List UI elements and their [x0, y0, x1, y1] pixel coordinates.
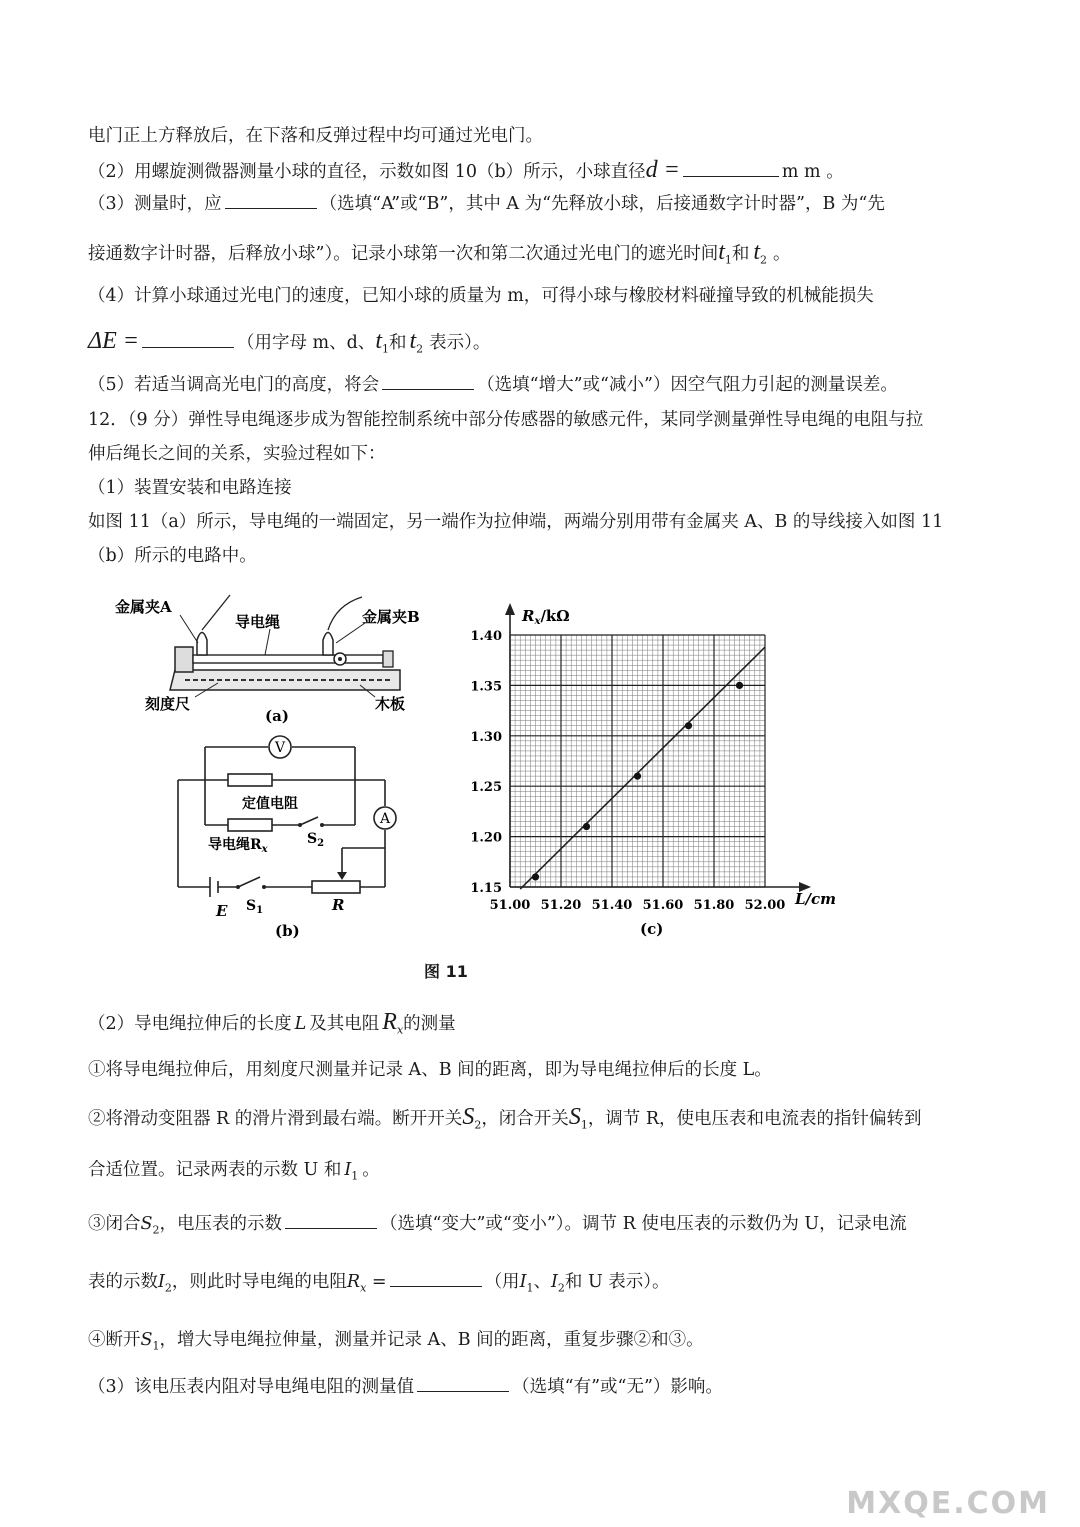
y-tick-label: 1.40 — [470, 629, 502, 644]
q12-step-2-cont: 合适位置。记录两表的示数 U 和 $I_1$ 。 — [88, 1160, 380, 1183]
x-tick-label: 51.00 — [489, 898, 531, 913]
x-tick-label: 52.00 — [744, 898, 786, 913]
q12-step-3: ③闭合$S_2$，电压表的示数 （选填“变大”或“变小”）。调节 R 使电压表的示数仍为 U，记录电流 — [88, 1214, 907, 1237]
q11-part-5: （5）若适当调高光电门的高度，将会 （选填“增大”或“减小”）因空气阻力引起的测量误差。 — [88, 375, 898, 395]
q11-part-4: （4）计算小球通过光电门的速度，已知小球的质量为 m，可得小球与橡胶材料碰撞导致的机械能损失 — [88, 286, 874, 306]
y-tick-label: 1.15 — [470, 881, 502, 896]
y-tick-label: 1.25 — [470, 780, 502, 796]
label-clip-b: 金属夹B — [362, 608, 420, 626]
figure-11a-apparatus — [100, 585, 440, 730]
q11-part-4-cont: ΔE = （用字母 m、d、$t_1$和 $t_2$ 表示）。 — [88, 328, 491, 356]
clip-b — [323, 633, 333, 656]
svg-text:V: V — [275, 740, 286, 756]
q12-step-4: ④断开$S_1$，增大导电绳拉伸量，测量并记录 A、B 间的距离，重复步骤②和③。 — [88, 1330, 704, 1353]
label-fixed-resistor: 定值电阻 — [242, 796, 298, 812]
q11-line-1: 电门正上方释放后，在下落和反弹过程中均可通过光电门。 — [88, 126, 543, 146]
q12-section-1-text-1: 如图 11（a）所示，导电绳的一端固定，另一端作为拉伸端，两端分别用带有金属夹 A、B 的导线接入如图 11 — [88, 512, 944, 532]
x-tick-label: 51.80 — [693, 898, 735, 913]
q12-intro-1: 12．（9 分）弹性导电绳逐步成为智能控制系统中部分传感器的敏感元件，某同学测量弹性导电绳的电阻与拉 — [88, 410, 924, 430]
y-tick-label: 1.30 — [470, 729, 502, 745]
label-board: 木板 — [375, 695, 406, 713]
svg-text:A: A — [380, 811, 391, 827]
q12-step-2: ②将滑动变阻器 R 的滑片滑到最右端。断开开关$S_2$，闭合开关$S_1$，调节 R，使电压表和电流表的指针偏转到 — [88, 1104, 922, 1132]
y-axis-label: $R_x/k\Omega$ — [522, 607, 570, 627]
conductive-rope — [193, 655, 383, 663]
fixed-resistor-icon — [228, 774, 272, 786]
q11-part-3: （3）测量时，应 （选填“A”或“B”，其中 A 为“先释放小球，后接通数字计时器”，B 为“先 — [88, 194, 885, 214]
label-r: R — [332, 896, 345, 914]
answer-blank-order[interactable] — [225, 192, 317, 209]
label-fig-c: (c) — [640, 920, 664, 938]
label-clip-a: 金属夹A — [115, 598, 172, 616]
data-point — [736, 682, 743, 689]
answer-blank-influence[interactable] — [417, 1375, 509, 1392]
q11-part-3-cont: 接通数字计时器，后释放小球”）。记录小球第一次和第二次通过光电门的遮光时间$t_1$和 $t_2$ 。 — [88, 239, 791, 267]
y-tick-label: 1.20 — [470, 830, 502, 846]
answer-blank-voltmeter[interactable] — [285, 1212, 377, 1229]
label-e: E — [216, 902, 228, 920]
answer-blank-rx[interactable] — [390, 1270, 482, 1287]
figure-caption: 图 11 — [424, 962, 468, 981]
figure-11b-circuit — [160, 730, 420, 945]
q11-part-2: （2）用螺旋测微器测量小球的直径，示数如图 10（b）所示，小球直径d = m m 。 — [88, 157, 844, 183]
data-point — [532, 873, 539, 880]
q12-step-1: ①将导电绳拉伸后，用刻度尺测量并记录 A、B 间的距离，即为导电绳拉伸后的长度 L。 — [88, 1060, 772, 1080]
label-fig-b: (b) — [275, 922, 300, 940]
data-point — [634, 773, 641, 780]
fixed-post — [175, 647, 193, 672]
rheostat-icon — [312, 881, 360, 893]
q12-section-1: （1）装置安装和电路连接 — [88, 478, 292, 498]
rope-resistor-icon — [228, 819, 272, 831]
y-axis-arrow — [505, 603, 515, 615]
watermark: MXQE.COM — [846, 1486, 1050, 1521]
label-ruler: 刻度尺 — [145, 695, 191, 713]
x-axis-label: L/cm — [795, 890, 837, 908]
data-point — [685, 722, 692, 729]
clip-a — [197, 633, 207, 656]
q12-section-2: （2）导电绳拉伸后的长度 L 及其电阻 $R_x$的测量 — [88, 1009, 456, 1037]
y-tick-label: 1.35 — [470, 679, 502, 695]
data-point — [583, 823, 590, 830]
x-tick-label: 51.20 — [540, 898, 582, 913]
q12-intro-2: 伸后绳长之间的关系，实验过程如下： — [88, 444, 386, 464]
x-tick-label: 51.40 — [591, 898, 633, 913]
chart-grid-minor — [510, 635, 765, 887]
answer-blank-energy[interactable] — [142, 331, 234, 348]
label-rope: 导电绳 — [235, 613, 281, 631]
label-rope-rx: 导电绳$R_x$ — [208, 837, 268, 855]
label-s2: $S_2$ — [307, 831, 325, 849]
answer-blank-error[interactable] — [382, 373, 474, 390]
label-s1: $S_1$ — [246, 898, 264, 916]
label-fig-a: (a) — [265, 707, 289, 725]
answer-blank-d[interactable] — [683, 160, 779, 177]
q12-section-1-text-2: （b）所示的电路中。 — [88, 546, 257, 566]
x-tick-label: 51.60 — [642, 898, 684, 913]
figure-11c-chart — [460, 595, 860, 945]
q12-step-3-cont: 表的示数$I_2$，则此时导电绳的电阻$R_x$ = （用$I_1$、$I_2$和 U 表示）。 — [88, 1272, 670, 1295]
q12-section-3: （3）该电压表内阻对导电绳电阻的测量值 （选填“有”或“无”）影响。 — [88, 1377, 723, 1397]
